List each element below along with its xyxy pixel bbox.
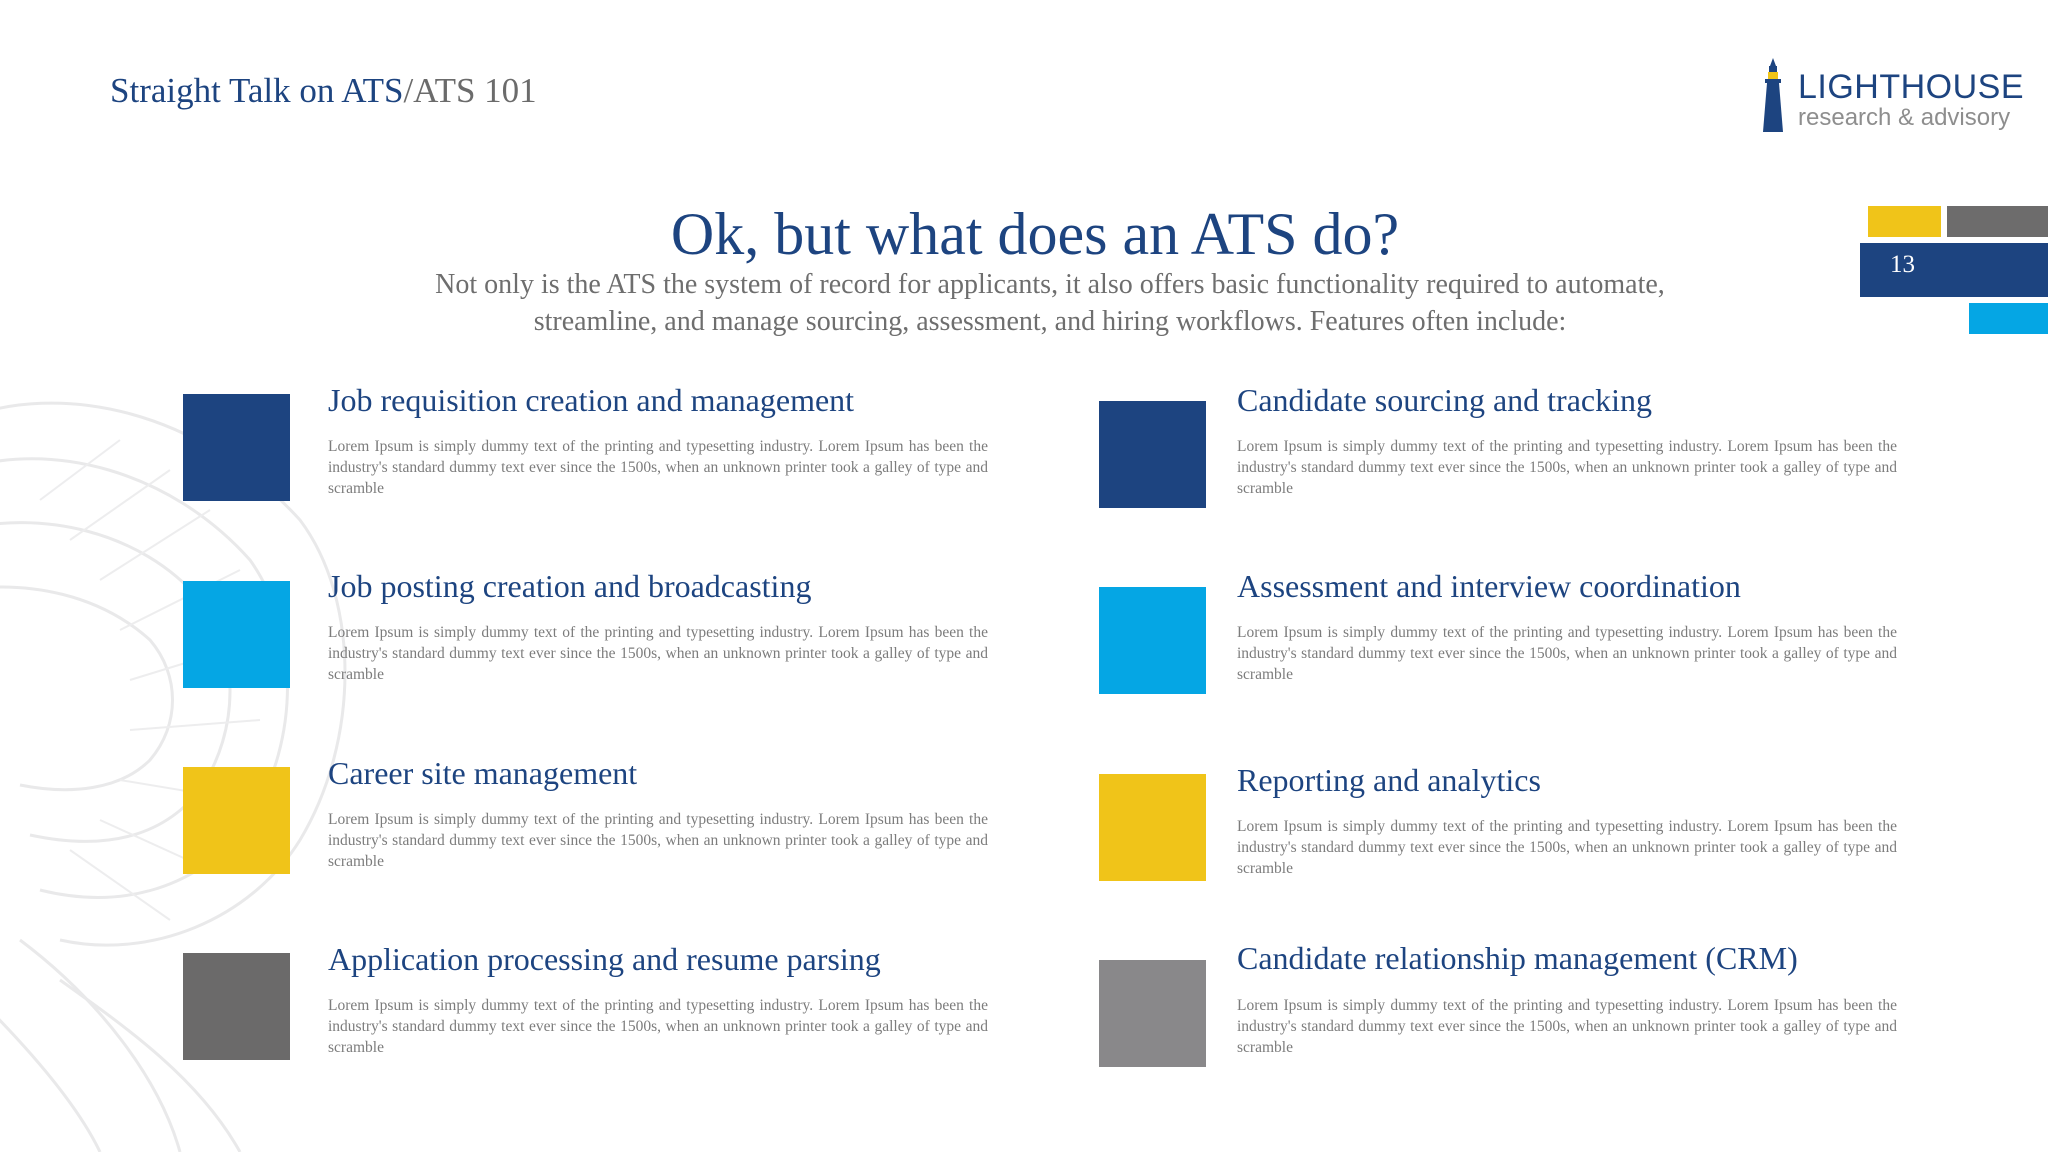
feature-color-square <box>1099 960 1206 1067</box>
feature-color-square <box>1099 401 1206 508</box>
feature-color-square <box>1099 587 1206 694</box>
feature-description: Lorem Ipsum is simply dummy text of the printing and typesetting industry. Lorem Ipsum has been the industry's standard dummy text ever since the 1500s, when an unknown printer took a galley of type and scramble <box>1237 818 1897 877</box>
slide-title: Ok, but what does an ATS do? <box>670 201 1400 267</box>
feature-description: Lorem Ipsum is simply dummy text of the printing and typesetting industry. Lorem Ipsum has been the industry's standard dummy text ever since the 1500s, when an unknown printer took a galley of type and scramble <box>328 438 988 497</box>
feature-color-square <box>183 394 290 501</box>
decor-block-cyan <box>1969 303 2048 334</box>
logo-wordmark: LIGHTHOUSE <box>1798 68 2025 106</box>
feature-description: Lorem Ipsum is simply dummy text of the printing and typesetting industry. Lorem Ipsum has been the industry's standard dummy text ever since the 1500s, when an unknown printer took a galley of type and scramble <box>1237 997 1897 1056</box>
feature-color-square <box>183 767 290 874</box>
breadcrumb <box>110 71 537 111</box>
feature-description: Lorem Ipsum is simply dummy text of the printing and typesetting industry. Lorem Ipsum has been the industry's standard dummy text ever since the 1500s, when an unknown printer took a galley of type and scramble <box>328 624 988 683</box>
breadcrumb-sub: /ATS 101 <box>403 71 537 110</box>
feature-title: Candidate sourcing and tracking <box>1237 382 1652 418</box>
intro-text: Not only is the ATS the system of record for applicants, it also offers basic functionality required to automate, streamline, and manage sourcing, assessment, and hiring workflows. Features often include: <box>435 269 1665 337</box>
feature-title: Job posting creation and broadcasting <box>328 568 812 604</box>
feature-description: Lorem Ipsum is simply dummy text of the printing and typesetting industry. Lorem Ipsum has been the industry's standard dummy text ever since the 1500s, when an unknown printer took a galley of type and scramble <box>328 811 988 870</box>
feature-description: Lorem Ipsum is simply dummy text of the printing and typesetting industry. Lorem Ipsum has been the industry's standard dummy text ever since the 1500s, when an unknown printer took a galley of type and scramble <box>1237 438 1897 497</box>
feature-title: Application processing and resume parsing <box>328 941 881 977</box>
feature-title: Career site management <box>328 755 638 791</box>
logo-tagline: research & advisory <box>1798 104 2011 131</box>
feature-title: Job requisition creation and management <box>328 382 855 418</box>
company-logo <box>1760 58 2025 134</box>
breadcrumb-main: Straight Talk on ATS <box>110 71 404 110</box>
feature-title: Reporting and analytics <box>1237 762 1541 798</box>
feature-title: Assessment and interview coordination <box>1237 568 1741 604</box>
feature-color-square <box>183 953 290 1060</box>
feature-description: Lorem Ipsum is simply dummy text of the printing and typesetting industry. Lorem Ipsum has been the industry's standard dummy text ever since the 1500s, when an unknown printer took a galley of type and scramble <box>1237 624 1897 683</box>
feature-color-square <box>1099 774 1206 881</box>
feature-title: Candidate relationship management (CRM) <box>1237 940 1798 976</box>
lighthouse-icon <box>1760 58 1786 132</box>
page-number: 13 <box>1890 251 1915 278</box>
feature-description: Lorem Ipsum is simply dummy text of the printing and typesetting industry. Lorem Ipsum has been the industry's standard dummy text ever since the 1500s, when an unknown printer took a galley of type and scramble <box>328 997 988 1056</box>
feature-color-square <box>183 581 290 688</box>
